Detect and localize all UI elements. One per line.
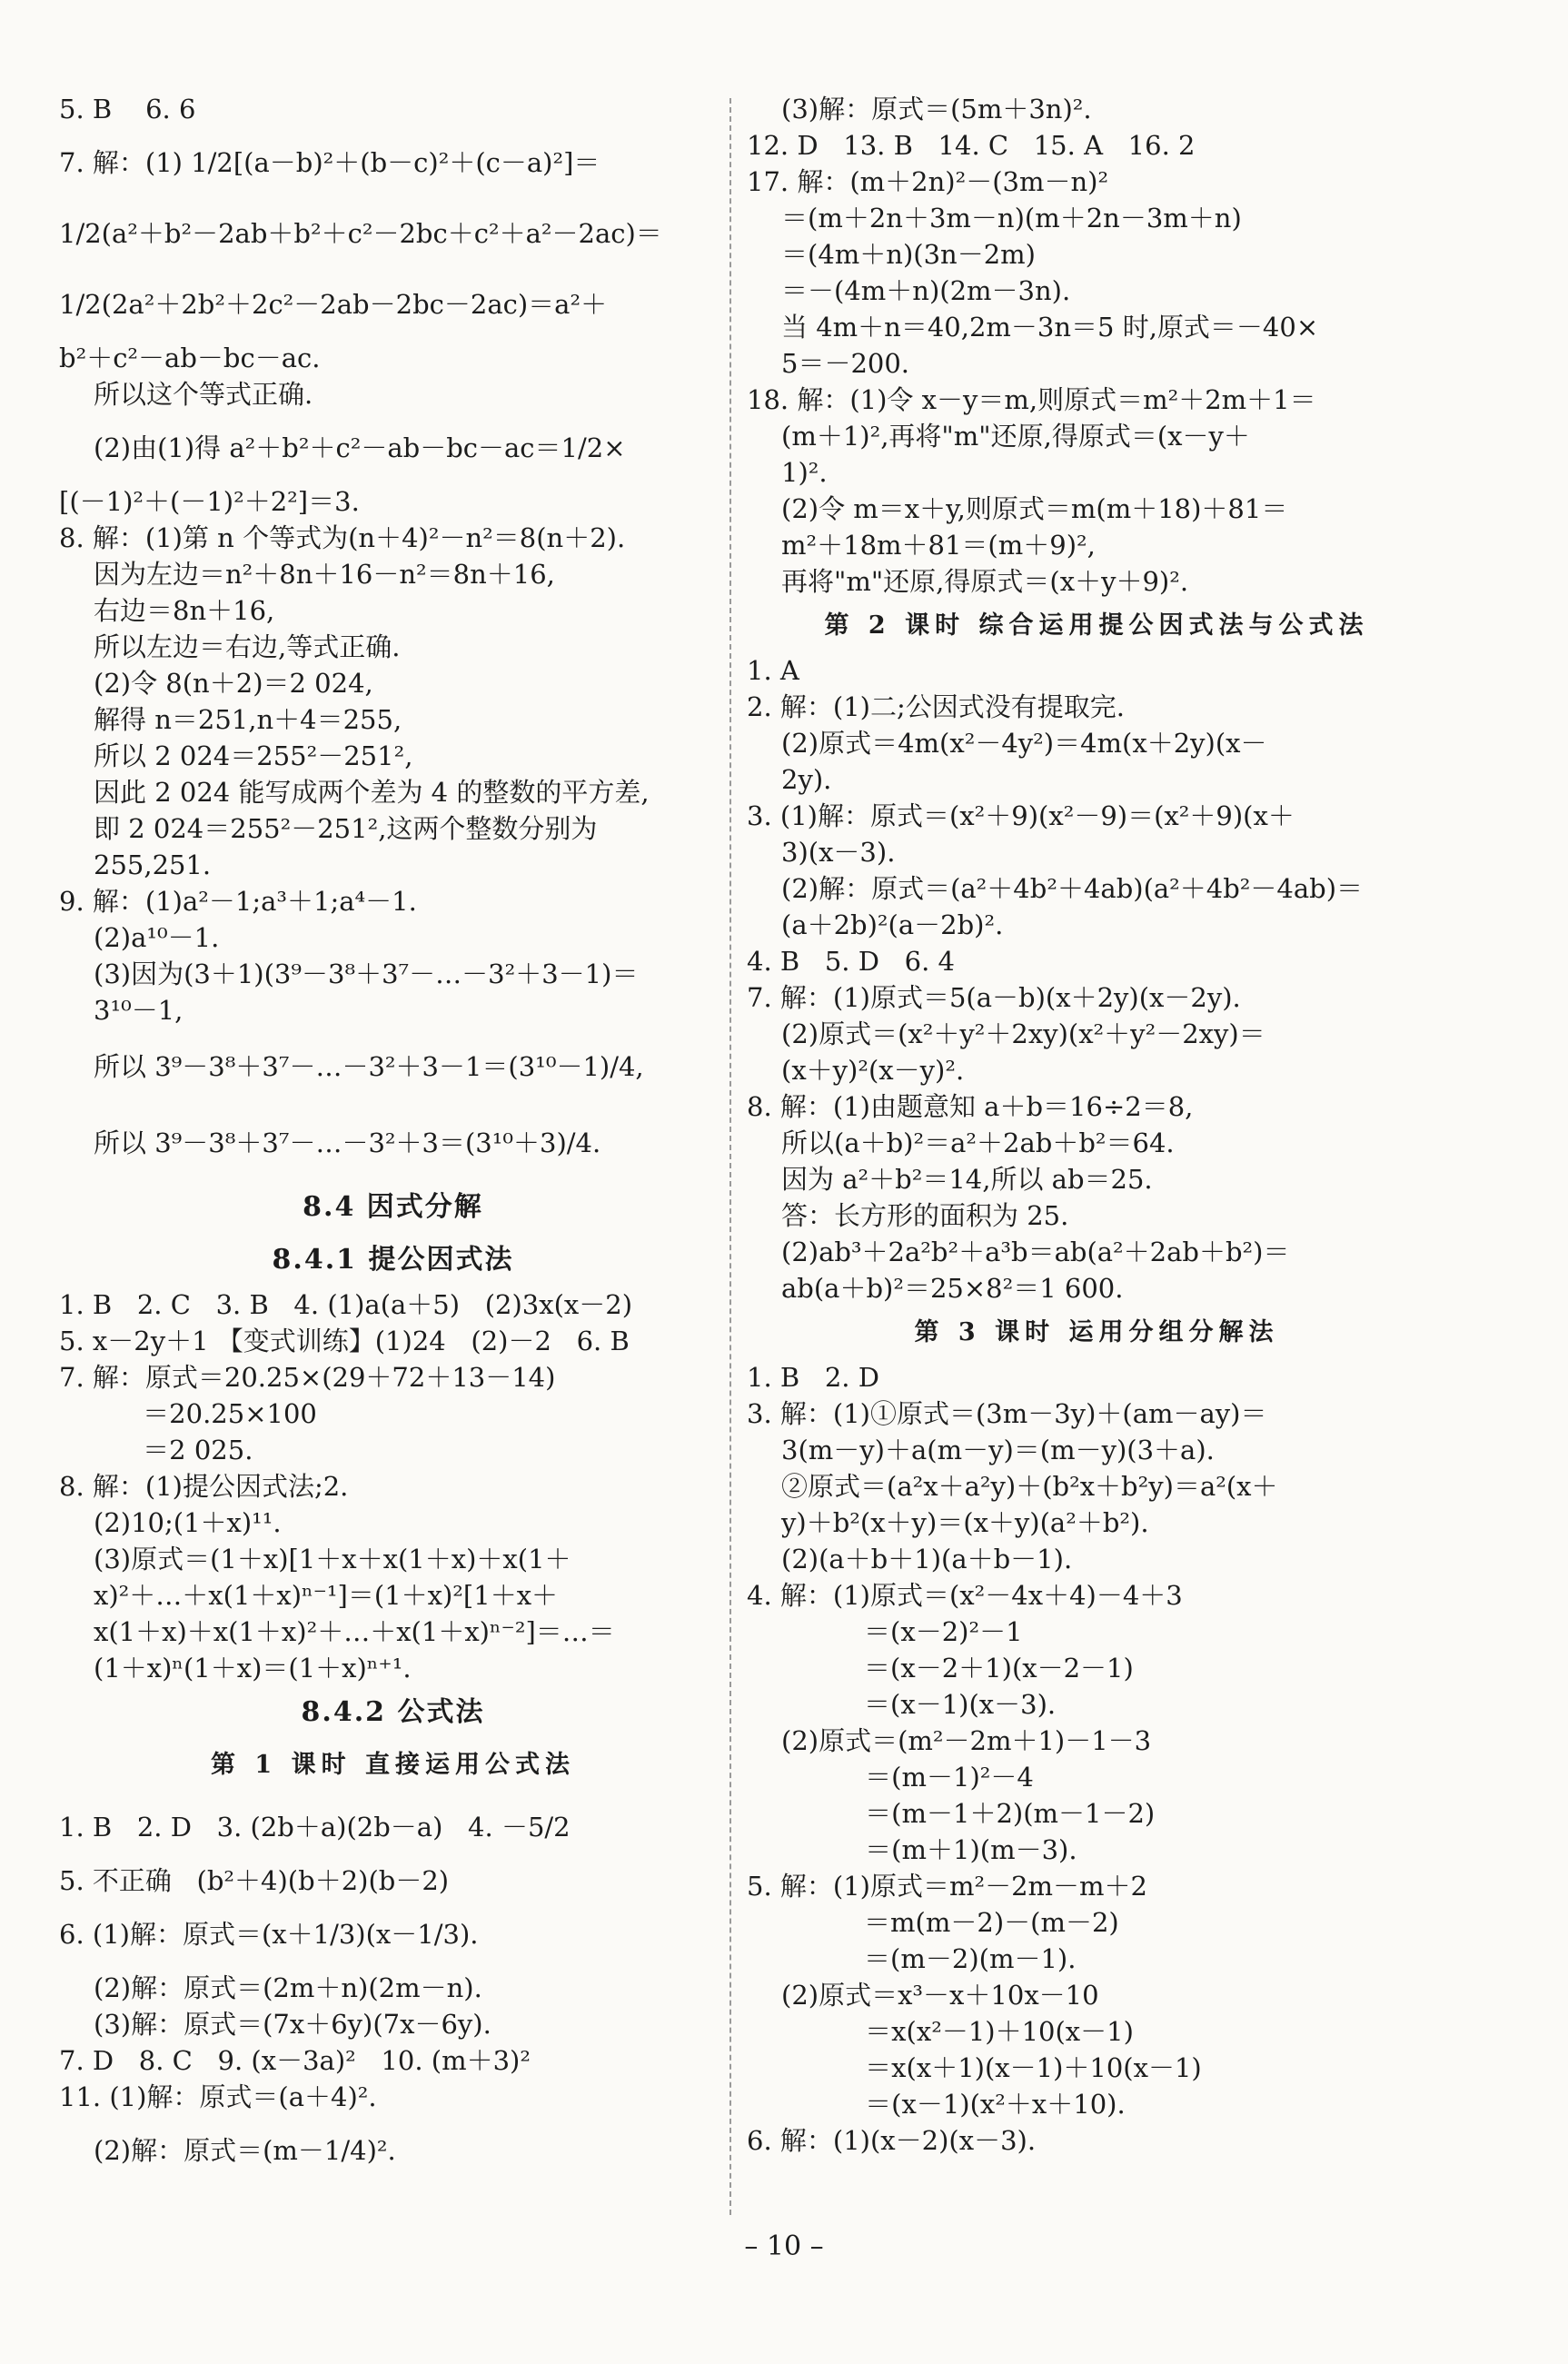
right-answer-line: ＝m(m－2)－(m－2) <box>747 1907 1119 1938</box>
section-heading: 第 1 课时 直接运用公式法 <box>211 1751 575 1779</box>
right-answer-line: ＝(m＋2n＋3m－n)(m＋2n－3m＋n) <box>781 203 1242 233</box>
right-answer-line: 当 4m＋n＝40,2m－3n＝5 时,原式＝－40× <box>781 312 1319 343</box>
left-answer-line: (2)令 8(n＋2)＝2 024, <box>94 668 373 699</box>
left-answer-line: 7. 解：(1) 1/2[(a－b)²＋(b－c)²＋(c－a)²]＝ <box>59 147 600 178</box>
right-answer-line: 2y). <box>781 764 832 795</box>
right-answer-line: ＝(4m＋n)(3n－2m) <box>781 239 1036 270</box>
right-answer-line: 12. D 13. B 14. C 15. A 16. 2 <box>747 130 1196 161</box>
left-answer-line: (2)解：原式＝(m－1/4)². <box>94 2135 396 2166</box>
right-answer-line: 3)(x－3). <box>781 837 896 868</box>
right-answer-line: 4. 解：(1)原式＝(x²－4x＋4)－4＋3 <box>747 1580 1183 1611</box>
right-answer-line: 所以(a＋b)²＝a²＋2ab＋b²＝64. <box>781 1127 1175 1158</box>
left-answer-line: 5. 不正确 (b²＋4)(b＋2)(b－2) <box>59 1865 450 1896</box>
left-answer-line: 5. B 6. 6 <box>59 94 196 124</box>
right-answer-line: 3(m－y)＋a(m－y)＝(m－y)(3＋a). <box>781 1435 1215 1465</box>
left-answer-line: (3)原式＝(1＋x)[1＋x＋x(1＋x)＋x(1＋ <box>94 1544 571 1574</box>
right-answer-line: 答：长方形的面积为 25. <box>781 1200 1069 1231</box>
right-answer-line: 3. (1)解：原式＝(x²＋9)(x²－9)＝(x²＋9)(x＋ <box>747 800 1295 831</box>
left-answer-line: 即 2 024＝255²－251²,这两个整数分别为 <box>94 813 598 844</box>
right-answer-line: 18. 解：(1)令 x－y＝m,则原式＝m²＋2m＋1＝ <box>747 384 1316 415</box>
section-heading: 第 2 课时 综合运用提公因式法与公式法 <box>824 611 1369 640</box>
section-heading: 8.4.2 公式法 <box>301 1696 485 1728</box>
left-answer-line: 5. x－2y＋1 【变式训练】(1)24 (2)－2 6. B <box>59 1326 630 1356</box>
right-answer-line: ＝(x－2)²－1 <box>747 1616 1023 1647</box>
left-answer-line: 所以 3⁹－3⁸＋3⁷－…－3²＋3－1＝(3¹⁰－1)/4, <box>94 1051 644 1082</box>
left-answer-line: b²＋c²－ab－bc－ac. <box>59 343 321 373</box>
left-answer-line: 3¹⁰－1, <box>94 995 184 1026</box>
left-answer-line: 6. (1)解：原式＝(x＋1/3)(x－1/3). <box>59 1919 479 1950</box>
right-answer-line: (m＋1)²,再将"m"还原,得原式＝(x－y＋ <box>781 421 1250 452</box>
left-answer-line: 因此 2 024 能写成两个差为 4 的整数的平方差, <box>94 777 650 808</box>
right-answer-line: ＝(x－1)(x－3). <box>747 1689 1057 1720</box>
left-answer-line: (3)因为(3＋1)(3⁹－3⁸＋3⁷－…－3²＋3－1)＝ <box>94 959 639 989</box>
left-answer-line: 9. 解：(1)a²－1;a³＋1;a⁴－1. <box>59 886 417 917</box>
right-answer-line: (x＋y)²(x－y)². <box>781 1055 965 1086</box>
right-answer-line: ＝(m－1＋2)(m－1－2) <box>781 1798 1156 1829</box>
right-answer-line: 1. A <box>747 655 799 686</box>
left-answer-line: (3)解：原式＝(7x＋6y)(7x－6y). <box>94 2009 491 2040</box>
right-answer-line: 4. B 5. D 6. 4 <box>747 946 955 977</box>
page-number: – 10 – <box>744 2230 824 2262</box>
left-answer-line: 所以 3⁹－3⁸＋3⁷－…－3²＋3＝(3¹⁰＋3)/4. <box>94 1127 601 1158</box>
left-answer-line: 所以这个等式正确. <box>94 379 313 410</box>
column-divider <box>729 98 731 2215</box>
right-answer-line: 7. 解：(1)原式＝5(a－b)(x＋2y)(x－2y). <box>747 982 1241 1013</box>
left-answer-line: 因为左边＝n²＋8n＋16－n²＝8n＋16, <box>94 559 555 590</box>
left-answer-line: 7. 解：原式＝20.25×(29＋72＋13－14) <box>59 1362 556 1393</box>
right-answer-line: (2)解：原式＝(a²＋4b²＋4ab)(a²＋4b²－4ab)＝ <box>781 873 1364 904</box>
right-answer-line: ab(a＋b)²＝25×8²＝1 600. <box>781 1273 1124 1304</box>
left-column <box>59 91 727 2186</box>
right-column <box>747 91 1446 2159</box>
right-answer-line: ＝－(4m＋n)(2m－3n). <box>781 275 1071 306</box>
left-answer-line: ＝20.25×100 <box>59 1398 317 1429</box>
left-answer-line: x)²＋…＋x(1＋x)ⁿ⁻¹]＝(1＋x)²[1＋x＋ <box>94 1580 559 1611</box>
left-answer-line: 所以左边＝右边,等式正确. <box>94 631 401 662</box>
left-answer-line: 255,251. <box>94 849 212 880</box>
left-answer-line: (2)解：原式＝(2m＋n)(2m－n). <box>94 1972 482 2003</box>
left-answer-line: 解得 n＝251,n＋4＝255, <box>94 704 402 735</box>
right-answer-line: (2)(a＋b＋1)(a＋b－1). <box>781 1544 1073 1574</box>
right-answer-line: 3. 解：(1)①原式＝(3m－3y)＋(am－ay)＝ <box>747 1398 1267 1429</box>
right-answer-line: ＝(m－1)²－4 <box>781 1762 1034 1793</box>
right-answer-line: y)＋b²(x＋y)＝(x＋y)(a²＋b²). <box>781 1507 1149 1538</box>
left-answer-line: (2)由(1)得 a²＋b²＋c²－ab－bc－ac＝1/2× <box>94 432 626 463</box>
right-answer-line: (2)原式＝x³－x＋10x－10 <box>781 1980 1099 2011</box>
left-answer-line: (2)10;(1＋x)¹¹. <box>94 1507 282 1538</box>
right-answer-line: ＝(m－2)(m－1). <box>747 1943 1077 1974</box>
left-answer-line: 7. D 8. C 9. (x－3a)² 10. (m＋3)² <box>59 2045 531 2076</box>
right-answer-line: 2. 解：(1)二;公因式没有提取完. <box>747 691 1125 722</box>
right-answer-line: (3)解：原式＝(5m＋3n)². <box>781 94 1092 124</box>
left-answer-line: 所以 2 024＝255²－251², <box>94 740 413 771</box>
section-heading: 8.4 因式分解 <box>303 1191 483 1223</box>
right-answer-line: m²＋18m＋81＝(m＋9)², <box>781 530 1096 561</box>
right-answer-line: 8. 解：(1)由题意知 a＋b＝16÷2＝8, <box>747 1091 1194 1122</box>
right-answer-line: ＝(m＋1)(m－3). <box>781 1834 1077 1865</box>
section-heading: 第 3 课时 运用分组分解法 <box>914 1318 1279 1346</box>
right-answer-line: ＝(x－1)(x²＋x＋10). <box>781 2089 1126 2120</box>
right-answer-line: 5. 解：(1)原式＝m²－2m－m＋2 <box>747 1871 1147 1902</box>
right-answer-line: (2)令 m＝x＋y,则原式＝m(m＋18)＋81＝ <box>781 493 1288 524</box>
left-answer-line: 右边＝8n＋16, <box>94 595 275 626</box>
right-answer-line: ②原式＝(a²x＋a²y)＋(b²x＋b²y)＝a²(x＋ <box>781 1471 1278 1502</box>
right-answer-line: (2)原式＝(x²＋y²＋2xy)(x²＋y²－2xy)＝ <box>781 1018 1265 1049</box>
left-answer-line: 11. (1)解：原式＝(a＋4)². <box>59 2081 377 2112</box>
right-answer-line: 1)². <box>781 457 828 488</box>
left-answer-line: 8. 解：(1)第 n 个等式为(n＋4)²－n²＝8(n＋2). <box>59 522 626 553</box>
right-answer-line: 5＝－200. <box>781 348 910 379</box>
left-answer-line: x(1＋x)＋x(1＋x)²＋…＋x(1＋x)ⁿ⁻²]＝…＝ <box>94 1616 615 1647</box>
right-answer-line: (2)ab³＋2a²b²＋a³b＝ab(a²＋2ab＋b²)＝ <box>781 1237 1290 1267</box>
left-answer-line: 1/2(2a²＋2b²＋2c²－2ab－2bc－2ac)＝a²＋ <box>59 289 608 320</box>
right-answer-line: ＝x(x²－1)＋10(x－1) <box>781 2016 1134 2047</box>
left-answer-line: (2)a¹⁰－1. <box>94 922 220 953</box>
right-answer-line: 1. B 2. D <box>747 1362 879 1393</box>
left-answer-line: 1. B 2. C 3. B 4. (1)a(a＋5) (2)3x(x－2) <box>59 1289 633 1320</box>
right-answer-line: ＝x(x＋1)(x－1)＋10(x－1) <box>781 2052 1202 2083</box>
left-answer-line: (1＋x)ⁿ(1＋x)＝(1＋x)ⁿ⁺¹. <box>94 1653 412 1684</box>
right-answer-line: (2)原式＝(m²－2m＋1)－1－3 <box>781 1725 1152 1756</box>
right-answer-line: 17. 解：(m＋2n)²－(3m－n)² <box>747 166 1109 197</box>
left-answer-line: [(－1)²＋(－1)²＋2²]＝3. <box>59 486 360 517</box>
section-heading: 8.4.1 提公因式法 <box>272 1244 514 1276</box>
right-answer-line: (a＋2b)²(a－2b)². <box>781 909 1004 940</box>
right-answer-line: 6. 解：(1)(x－2)(x－3). <box>747 2125 1037 2156</box>
left-answer-line: ＝2 025. <box>59 1435 253 1465</box>
right-answer-line: 再将"m"还原,得原式＝(x＋y＋9)². <box>781 566 1189 597</box>
right-answer-line: 因为 a²＋b²＝14,所以 ab＝25. <box>781 1164 1153 1195</box>
left-answer-line: 8. 解：(1)提公因式法;2. <box>59 1471 349 1502</box>
left-answer-line: 1. B 2. D 3. (2b＋a)(2b－a) 4. －5/2 <box>59 1812 571 1843</box>
right-answer-line: (2)原式＝4m(x²－4y²)＝4m(x＋2y)(x－ <box>781 728 1267 759</box>
right-answer-line: ＝(x－2＋1)(x－2－1) <box>747 1653 1134 1684</box>
left-answer-line: 1/2(a²＋b²－2ab＋b²＋c²－2bc＋c²＋a²－2ac)＝ <box>59 218 662 249</box>
